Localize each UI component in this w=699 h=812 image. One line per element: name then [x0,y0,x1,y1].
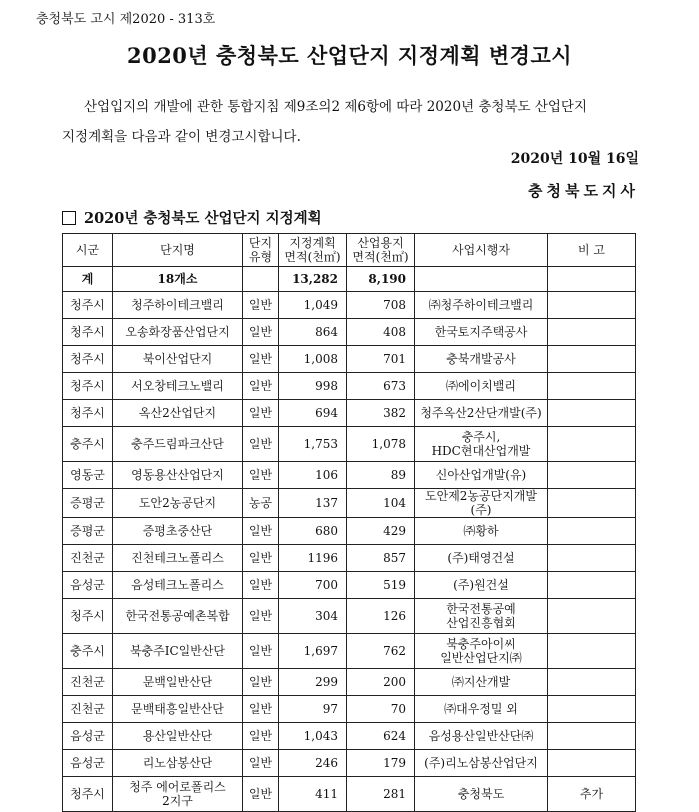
table-row [63,319,636,346]
cell-plan-area: 106 [279,462,347,489]
table-row [63,427,636,462]
cell-type: 일반 [243,518,279,545]
cell-city: 음성군 [63,572,113,599]
cell-plan-area: 246 [279,750,347,777]
cell-type: 농공 [243,489,279,518]
cell-operator: 한국토지주택공사 [415,319,548,346]
cell-city: 음성군 [63,750,113,777]
table-row [63,518,636,545]
cell-note [548,572,636,599]
cell-plan-area: 137 [279,489,347,518]
cell-city: 증평군 [63,489,113,518]
cell-plan-area: 411 [279,777,347,812]
cell-type: 일반 [243,669,279,696]
cell-city: 청주시 [63,777,113,812]
cell-city: 영동군 [63,462,113,489]
cell-note [548,518,636,545]
table-row [63,373,636,400]
header-name: 단지명 [113,234,243,267]
table-row [63,599,636,634]
cell-type: 일반 [243,319,279,346]
cell-city: 청주시 [63,319,113,346]
cell-operator: 충청북도 [415,777,548,812]
cell-plan-area: 1196 [279,545,347,572]
cell-complex-name: 문백태흥일반산단 [113,696,243,723]
header-operator: 사업시행자 [415,234,548,267]
cell-plan-area: 1,697 [279,634,347,669]
cell-complex-name: 영동용산산업단지 [113,462,243,489]
cell-city: 청주시 [63,346,113,373]
page-title: 2020년 충청북도 산업단지 지정계획 변경고시 [126,43,573,68]
cell-operator: ㈜청주하이테크밸리 [415,292,548,319]
notice-date: 2020년 10월 16일 [510,151,639,167]
cell-operator: 충주시, HDC현대산업개발 [415,427,548,462]
cell-site-area: 70 [347,696,415,723]
cell-site-area: 857 [347,545,415,572]
cell-type: 일반 [243,750,279,777]
table-total-row [63,267,636,292]
cell-note [548,292,636,319]
cell-site-area: 708 [347,292,415,319]
cell-note [548,634,636,669]
cell-note [548,545,636,572]
cell-operator: 한국전통공예 산업진흥협회 [415,599,548,634]
industrial-complex-table [62,233,636,812]
cell-operator: 음성용산일반산단㈜ [415,723,548,750]
cell-city: 진천군 [63,545,113,572]
cell-operator: 신아산업개발(유) [415,462,548,489]
cell-city: 청주시 [63,599,113,634]
notice-body [64,92,644,152]
cell-type: 일반 [243,634,279,669]
cell-plan-area: 1,049 [279,292,347,319]
cell-operator: (주)태영건설 [415,545,548,572]
table-header-row [63,234,636,267]
cell-plan-area: 998 [279,373,347,400]
cell-site-area: 200 [347,669,415,696]
total-label: 계 [63,267,113,292]
cell-operator: ㈜황하 [415,518,548,545]
cell-complex-name: 증평초중산단 [113,518,243,545]
total-operator [415,267,548,292]
table-row [63,489,636,518]
cell-complex-name: 도안2농공단지 [113,489,243,518]
cell-site-area: 429 [347,518,415,545]
cell-complex-name: 북충주IC일반산단 [113,634,243,669]
cell-plan-area: 700 [279,572,347,599]
table-row [63,346,636,373]
cell-note [548,599,636,634]
cell-city: 충주시 [63,634,113,669]
cell-type: 일반 [243,292,279,319]
header-note: 비 고 [548,234,636,267]
cell-plan-area: 1,753 [279,427,347,462]
cell-site-area: 408 [347,319,415,346]
body-line-1: 산업입지의 개발에 관한 통합지침 제9조의2 제6항에 따라 2020년 충청북도 산업단지 [84,99,588,115]
cell-site-area: 519 [347,572,415,599]
cell-operator: 청주옥산2산단개발(주) [415,400,548,427]
cell-complex-name: 한국전통공예촌복합 [113,599,243,634]
cell-plan-area: 299 [279,669,347,696]
table-row [63,669,636,696]
cell-complex-name: 오송화장품산업단지 [113,319,243,346]
issuer-name: 충청북도지사 [528,182,639,200]
cell-site-area: 281 [347,777,415,812]
cell-operator: (주)리노삼봉산업단지 [415,750,548,777]
table-row [63,400,636,427]
cell-operator: 충북개발공사 [415,346,548,373]
cell-type: 일반 [243,346,279,373]
total-note [548,267,636,292]
header-site-area: 산업용지 면적(천㎡) [347,234,415,267]
cell-city: 증평군 [63,518,113,545]
cell-site-area: 624 [347,723,415,750]
cell-site-area: 1,078 [347,427,415,462]
table-row [63,292,636,319]
cell-site-area: 179 [347,750,415,777]
table-row [63,750,636,777]
cell-site-area: 382 [347,400,415,427]
cell-complex-name: 북이산업단지 [113,346,243,373]
cell-note [548,696,636,723]
cell-note [548,723,636,750]
cell-complex-name: 문백일반산단 [113,669,243,696]
cell-type: 일반 [243,400,279,427]
cell-site-area: 673 [347,373,415,400]
section-title: 2020년 충청북도 산업단지 지정계획 [84,210,322,227]
cell-complex-name: 청주 에어로폴리스 2지구 [113,777,243,812]
cell-operator: ㈜대우정밀 외 [415,696,548,723]
cell-complex-name: 용산일반산단 [113,723,243,750]
cell-type: 일반 [243,777,279,812]
cell-type: 일반 [243,545,279,572]
cell-type: 일반 [243,696,279,723]
cell-site-area: 701 [347,346,415,373]
cell-site-area: 762 [347,634,415,669]
cell-site-area: 89 [347,462,415,489]
cell-city: 음성군 [63,723,113,750]
cell-note: 추가 [548,777,636,812]
header-type: 단지 유형 [243,234,279,267]
cell-site-area: 126 [347,599,415,634]
cell-plan-area: 864 [279,319,347,346]
body-line-2: 지정계획을 다음과 같이 변경고시합니다. [62,129,301,145]
table-row [63,462,636,489]
cell-city: 충주시 [63,427,113,462]
cell-note [548,427,636,462]
total-plan-area: 13,282 [279,267,347,292]
total-site-area: 8,190 [347,267,415,292]
cell-operator: ㈜지산개발 [415,669,548,696]
cell-note [548,750,636,777]
cell-type: 일반 [243,723,279,750]
cell-plan-area: 1,043 [279,723,347,750]
cell-note [548,319,636,346]
cell-city: 진천군 [63,669,113,696]
cell-site-area: 104 [347,489,415,518]
cell-complex-name: 서오창테크노밸리 [113,373,243,400]
cell-operator: 도안제2농공단지개발(주) [415,489,548,518]
cell-type: 일반 [243,373,279,400]
notice-number: 충청북도 고시 제2020 - 313호 [36,12,216,27]
table-row [63,572,636,599]
table-row [63,634,636,669]
table-row [63,545,636,572]
section-heading [62,207,322,228]
table-row [63,777,636,812]
cell-city: 청주시 [63,292,113,319]
checkbox-icon [62,211,76,225]
cell-note [548,462,636,489]
cell-type: 일반 [243,599,279,634]
cell-plan-area: 304 [279,599,347,634]
cell-note [548,373,636,400]
table-row [63,723,636,750]
cell-city: 진천군 [63,696,113,723]
cell-complex-name: 음성테크노폴리스 [113,572,243,599]
header-plan-area: 지정계획 면적(천㎡) [279,234,347,267]
header-city: 시군 [63,234,113,267]
cell-type: 일반 [243,462,279,489]
cell-complex-name: 청주하이테크밸리 [113,292,243,319]
cell-type: 일반 [243,427,279,462]
total-type [243,267,279,292]
cell-note [548,489,636,518]
cell-operator: 북충주아이씨 일반산업단지㈜ [415,634,548,669]
cell-note [548,400,636,427]
cell-operator: ㈜에이치밸리 [415,373,548,400]
cell-operator: (주)원건설 [415,572,548,599]
table-row [63,696,636,723]
cell-type: 일반 [243,572,279,599]
cell-city: 청주시 [63,373,113,400]
cell-plan-area: 1,008 [279,346,347,373]
cell-complex-name: 진천테크노폴리스 [113,545,243,572]
cell-complex-name: 충주드림파크산단 [113,427,243,462]
cell-note [548,346,636,373]
cell-city: 청주시 [63,400,113,427]
cell-complex-name: 옥산2산업단지 [113,400,243,427]
cell-plan-area: 97 [279,696,347,723]
total-count: 18개소 [113,267,243,292]
cell-note [548,669,636,696]
cell-plan-area: 680 [279,518,347,545]
cell-complex-name: 리노삼봉산단 [113,750,243,777]
cell-plan-area: 694 [279,400,347,427]
